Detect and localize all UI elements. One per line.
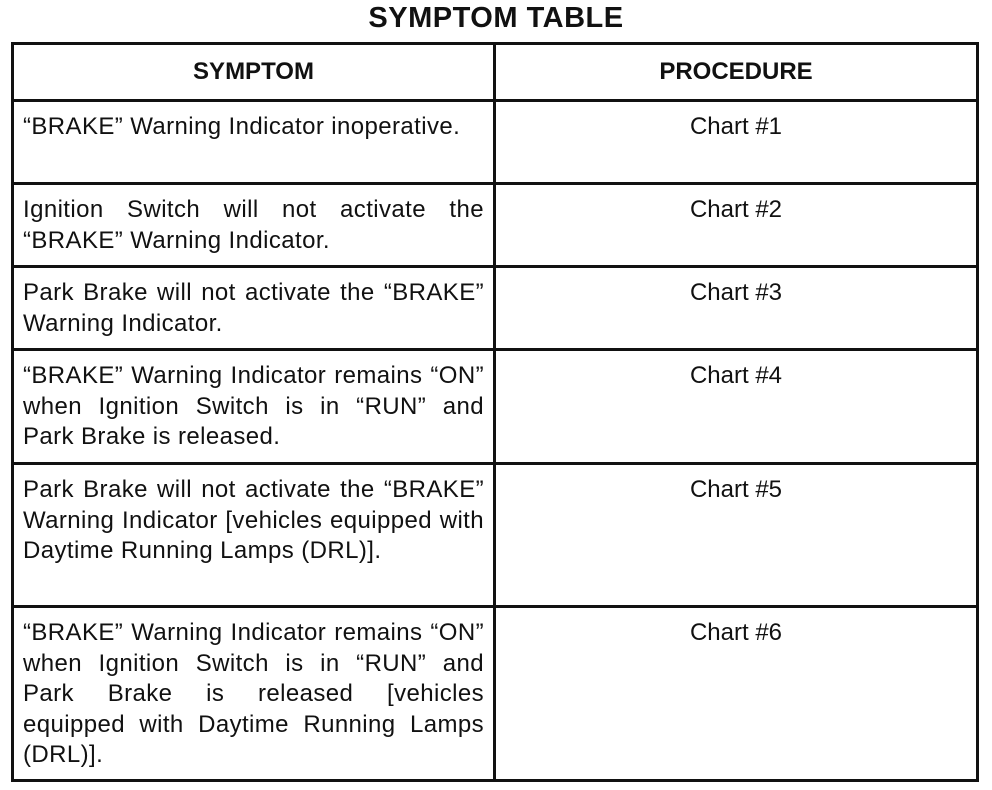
procedure-cell: Chart #1 xyxy=(495,101,978,184)
table-row xyxy=(13,607,978,781)
procedure-cell: Chart #4 xyxy=(495,350,978,464)
procedure-cell: Chart #5 xyxy=(495,464,978,607)
symptom-table xyxy=(11,42,979,782)
procedure-cell: Chart #2 xyxy=(495,184,978,267)
symptom-cell: “BRAKE” Warning Indicator remains “ON” when Ignition Switch is in “RUN” and Park Brake is released [vehicles equipped with Daytime Running Lamps (DRL)]. xyxy=(13,607,495,781)
table-header-row xyxy=(13,44,978,101)
symptom-cell: “BRAKE” Warning Indicator inoperative. xyxy=(13,101,495,184)
table-row xyxy=(13,101,978,184)
table-row xyxy=(13,184,978,267)
table-row xyxy=(13,350,978,464)
symptom-column-header: SYMPTOM xyxy=(13,44,495,101)
procedure-cell: Chart #6 xyxy=(495,607,978,781)
table-row xyxy=(13,267,978,350)
symptom-cell: “BRAKE” Warning Indicator remains “ON” when Ignition Switch is in “RUN” and Park Brake is released. xyxy=(13,350,495,464)
table-row xyxy=(13,464,978,607)
procedure-column-header: PROCEDURE xyxy=(495,44,978,101)
symptom-cell: Park Brake will not activate the “BRAKE” Warning Indicator. xyxy=(13,267,495,350)
symptom-cell: Park Brake will not activate the “BRAKE” Warning Indicator [vehicles equipped with Daytime Running Lamps (DRL)]. xyxy=(13,464,495,607)
page-title: SYMPTOM TABLE xyxy=(368,2,624,34)
symptom-cell: Ignition Switch will not activate the “BRAKE” Warning Indicator. xyxy=(13,184,495,267)
procedure-cell: Chart #3 xyxy=(495,267,978,350)
